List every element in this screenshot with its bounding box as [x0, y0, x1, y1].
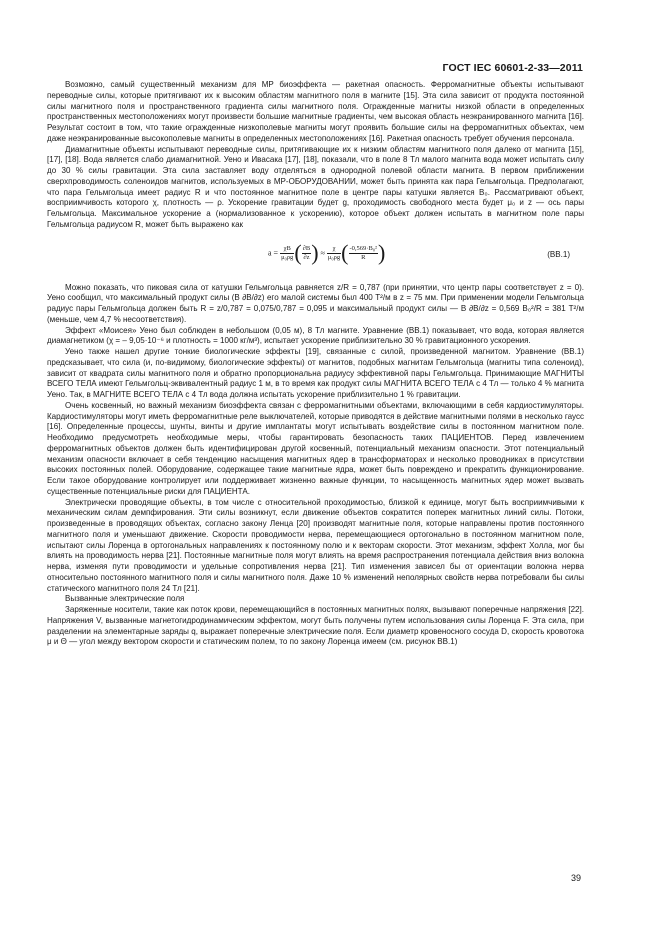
paragraph: Уено также нашел другие тонкие биологические эффекты [19], связанные с силой, произведенной магнитом. Уравнение (ВВ.1) предсказывает, что сила (и, по-видимому, биологические эффекты) от магнитов, подобных магнитам Гельмгольца (магниты типа соленоид), зависит от квадрата силы магнитного поля и обратно пропорциональна радиусу эффективной пары Гельмгольца. Принимающие МАГНИТЫ ВСЕГО ТЕЛА имеют Гельмгольц-эквивалентный радиус 1 м, в то время как продукт силы МАГНИТА ВСЕГО ТЕЛА с 4 Тл — только 4 % магнита Уено. Так, в МАГНИТЕ ВСЕГО ТЕЛА с 4 Тл вода должна испытать ускорение приблизительно 1 % гравитации.: [47, 347, 584, 399]
formula-expression: a = $\frac{\chi B}{\text{μ₀ρg}}$ ( $\frac{\partial B}{\partial z}$ ) ≈ $\frac{\chi}{\text{μ₀ρg}}$ ( $\frac{\text{-0,569·B₀²}}{R}$ ): [268, 239, 386, 265]
fraction: $\frac{\chi B}{\text{μ₀ρg}}$: [281, 244, 294, 261]
page-body: [47, 80, 584, 648]
paragraph: Заряженные носители, такие как поток крови, перемещающийся в постоянных магнитных полях, вызывают поперечные напряжения [22]. Напряжения V, вызванные магнетогидродинамическим эффектом, могут быть получены путем использования силы Лоренца F. Эта сила, при разделении на элементарные заряды q, выражает поперечные электрические поля. Если диаметр кровеносного сосуда D, скорость кровотока μ и Θ — угол между вектором скорости и статическим полем, то по закону Лоренца имеем (см. рисунок ВВ.1): [47, 605, 584, 647]
paragraph: Очень косвенный, но важный механизм биоэффекта связан с ферромагнитными объектами, включающими в себя кардиостимуляторы. Кардиостимуляторы могут иметь ферромагнитные реле выключателей, которые приводятся в действие магнитными полями в несколько гаусс [16]. Определенные процессы, шунты, винты и другие имплантаты могут испытывать воздействие силы в постоянном магнитном поле. Необходимо предусмотреть необходимые меры, чтобы гарантировать безопасность таких ПАЦИЕНТОВ. Перед извлечением ферромагнитных объектов должен быть идентифицирован другой косвенный, потенциальный механизм опасности. Этот потенциальный механизм опасности включает в себя тенденцию насыщения магнитных ядер в трансформаторах и несколько проводниках в присутствии высоких постоянных полей. Оборудование, содержащее такие магнитные ядра, может быть повреждено и прекратить функционирование. Если такое оборудование контролирует или поддерживает жизненно важные функции, то насыщенность магнитных ядер может вызвать существенные потенциальные риски для ПАЦИЕНТА.: [47, 400, 584, 496]
paragraph: Эффект «Моисея» Уено был соблюден в небольшом (0,05 м), 8 Тл магните. Уравнение (ВВ.1) показывает, что вода, которая является диамагнетиком (χ = – 9,05·10⁻⁶ и плотность = 1000 кг/м³), испытает ускорение приблизительно 30 % гравитационного ускорения.: [47, 325, 584, 346]
paragraph: Диамагнитные объекты испытывают переводные силы, притягивающие их к низким областям магнитного поля далеко от магнита [15], [17], [18]. Вода является слабо диамагнитной. Уено и Ивасака [17], [18], показали, что в поле 8 Тл малого магнита вода может испытать силу до 30 % силы гравитации. Эта сила заставляет воду отделяться в однородной полевой области магнита. В первом приближении сверхпроводимость соленоидов магнитов, используемых в МР-ОБОРУДОВАНИИ, может быть принята как пара Гельмгольца. Предполагают, что пара Гельмгольца имеет радиус R и что постоянное магнитное поле в центре пары катушки является B₀. Рассматривают объект, восприимчивость которого χ, плотность — ρ. Ускорение гравитации будет g, проходимость свободного места будет μ₀ и z — ось пары Гельмгольца. Максимальное ускорение a (нормализованное к ускорению), которое объект должен испытать в магнитном поле пары Гельмгольца радиусом R, может быть выражено как: [47, 144, 584, 229]
formula-number: (ВВ.1): [547, 249, 570, 259]
paragraph: Можно показать, что пиковая сила от катушки Гельмгольца равняется z/R = 0,787 (при принятии, что центр пары соответствует z = 0). Уено сообщил, что максимальный продукт силы (B ∂B/∂z) его малой системы был 400 Т²/м в z = 75 мм. При применении модели Гельмгольца радиус пары Гельмгольца должен быть R = z/0,787 = 0,075/0,787 = 0,095 и максимальный продукт силы — B ∂B/∂z = 0,569 B₀²/R = 381 Т²/м (меньше, чем 4,7 % несоответствия).: [47, 282, 584, 324]
fraction: $\frac{\text{-0,569·B₀²}}{R}$: [349, 244, 378, 261]
formula-bb1: [47, 239, 584, 277]
paragraph: Возможно, самый существенный механизм для МР биоэффекта — ракетная опасность. Ферромагнитные объекты испытывают переводные силы, которые притягивают их к высоким областям магнитного поля в магните [15]. Эта сила зависит от продукта постоянной силы магнитного поля и пространственного градиента силы магнитного поля. Огражденные магниты низкой области в определенных пространственных местоположениях могут произвести большие магнитные градиенты, чем высокая область неэкранированного магнита [16]. Результат состоит в том, что такие огражденные низкополевые магниты могут проявить большие силы на ферромагнитных объектах, чем даже неэкранированные высокополевые магниты в определенных местоположениях [16]. Ракетная опасность требует обучения персонала.: [47, 80, 584, 143]
page-number: 39: [571, 873, 582, 883]
section-heading: Вызванные электрические поля: [65, 594, 185, 604]
fraction: $\frac{\partial B}{\partial z}$: [302, 244, 311, 261]
fraction: $\frac{\chi}{\text{μ₀ρg}}$: [327, 244, 341, 261]
document-header: ГОСТ IEC 60601-2-33—2011: [442, 62, 583, 74]
paragraph: Электрически проводящие объекты, в том числе с относительной проходимостью, близкой к единице, могут быть восприимчивыми к механическим силам демпфирования. Эти силы возникнут, если движение объектов сократится поперек магнитных линий силы. Потоки, произведенные в проводящих объектах, согласно закону Ленца [20] производят магнитные поля, которые направлены против постоянного магнитного поля и уменьшают движение. Скорости проводимости нерва, перемещающиеся ортогонально в постоянном магнитном поле, испытают силы Лоренца в ортогональных направлениях к постоянному полю и к векторам скорости. Этот механизм, эффект Холла, мог бы влиять на проводимость нерва [21]. Постоянные магнитные поля могут влиять на время распространения потенциала действия вниз волокна нерва, изменяя пути проводимости и удельные сопротивления нерва [21]. Тип изменения зависел бы от ориентации волокна нерва относительно постоянного магнитного поля и силы магнитного поля. Даже 10 % изменений неполярных свойств нерва потребовали бы силы статического магнитного поля 24 Тл [21].: [47, 497, 584, 593]
